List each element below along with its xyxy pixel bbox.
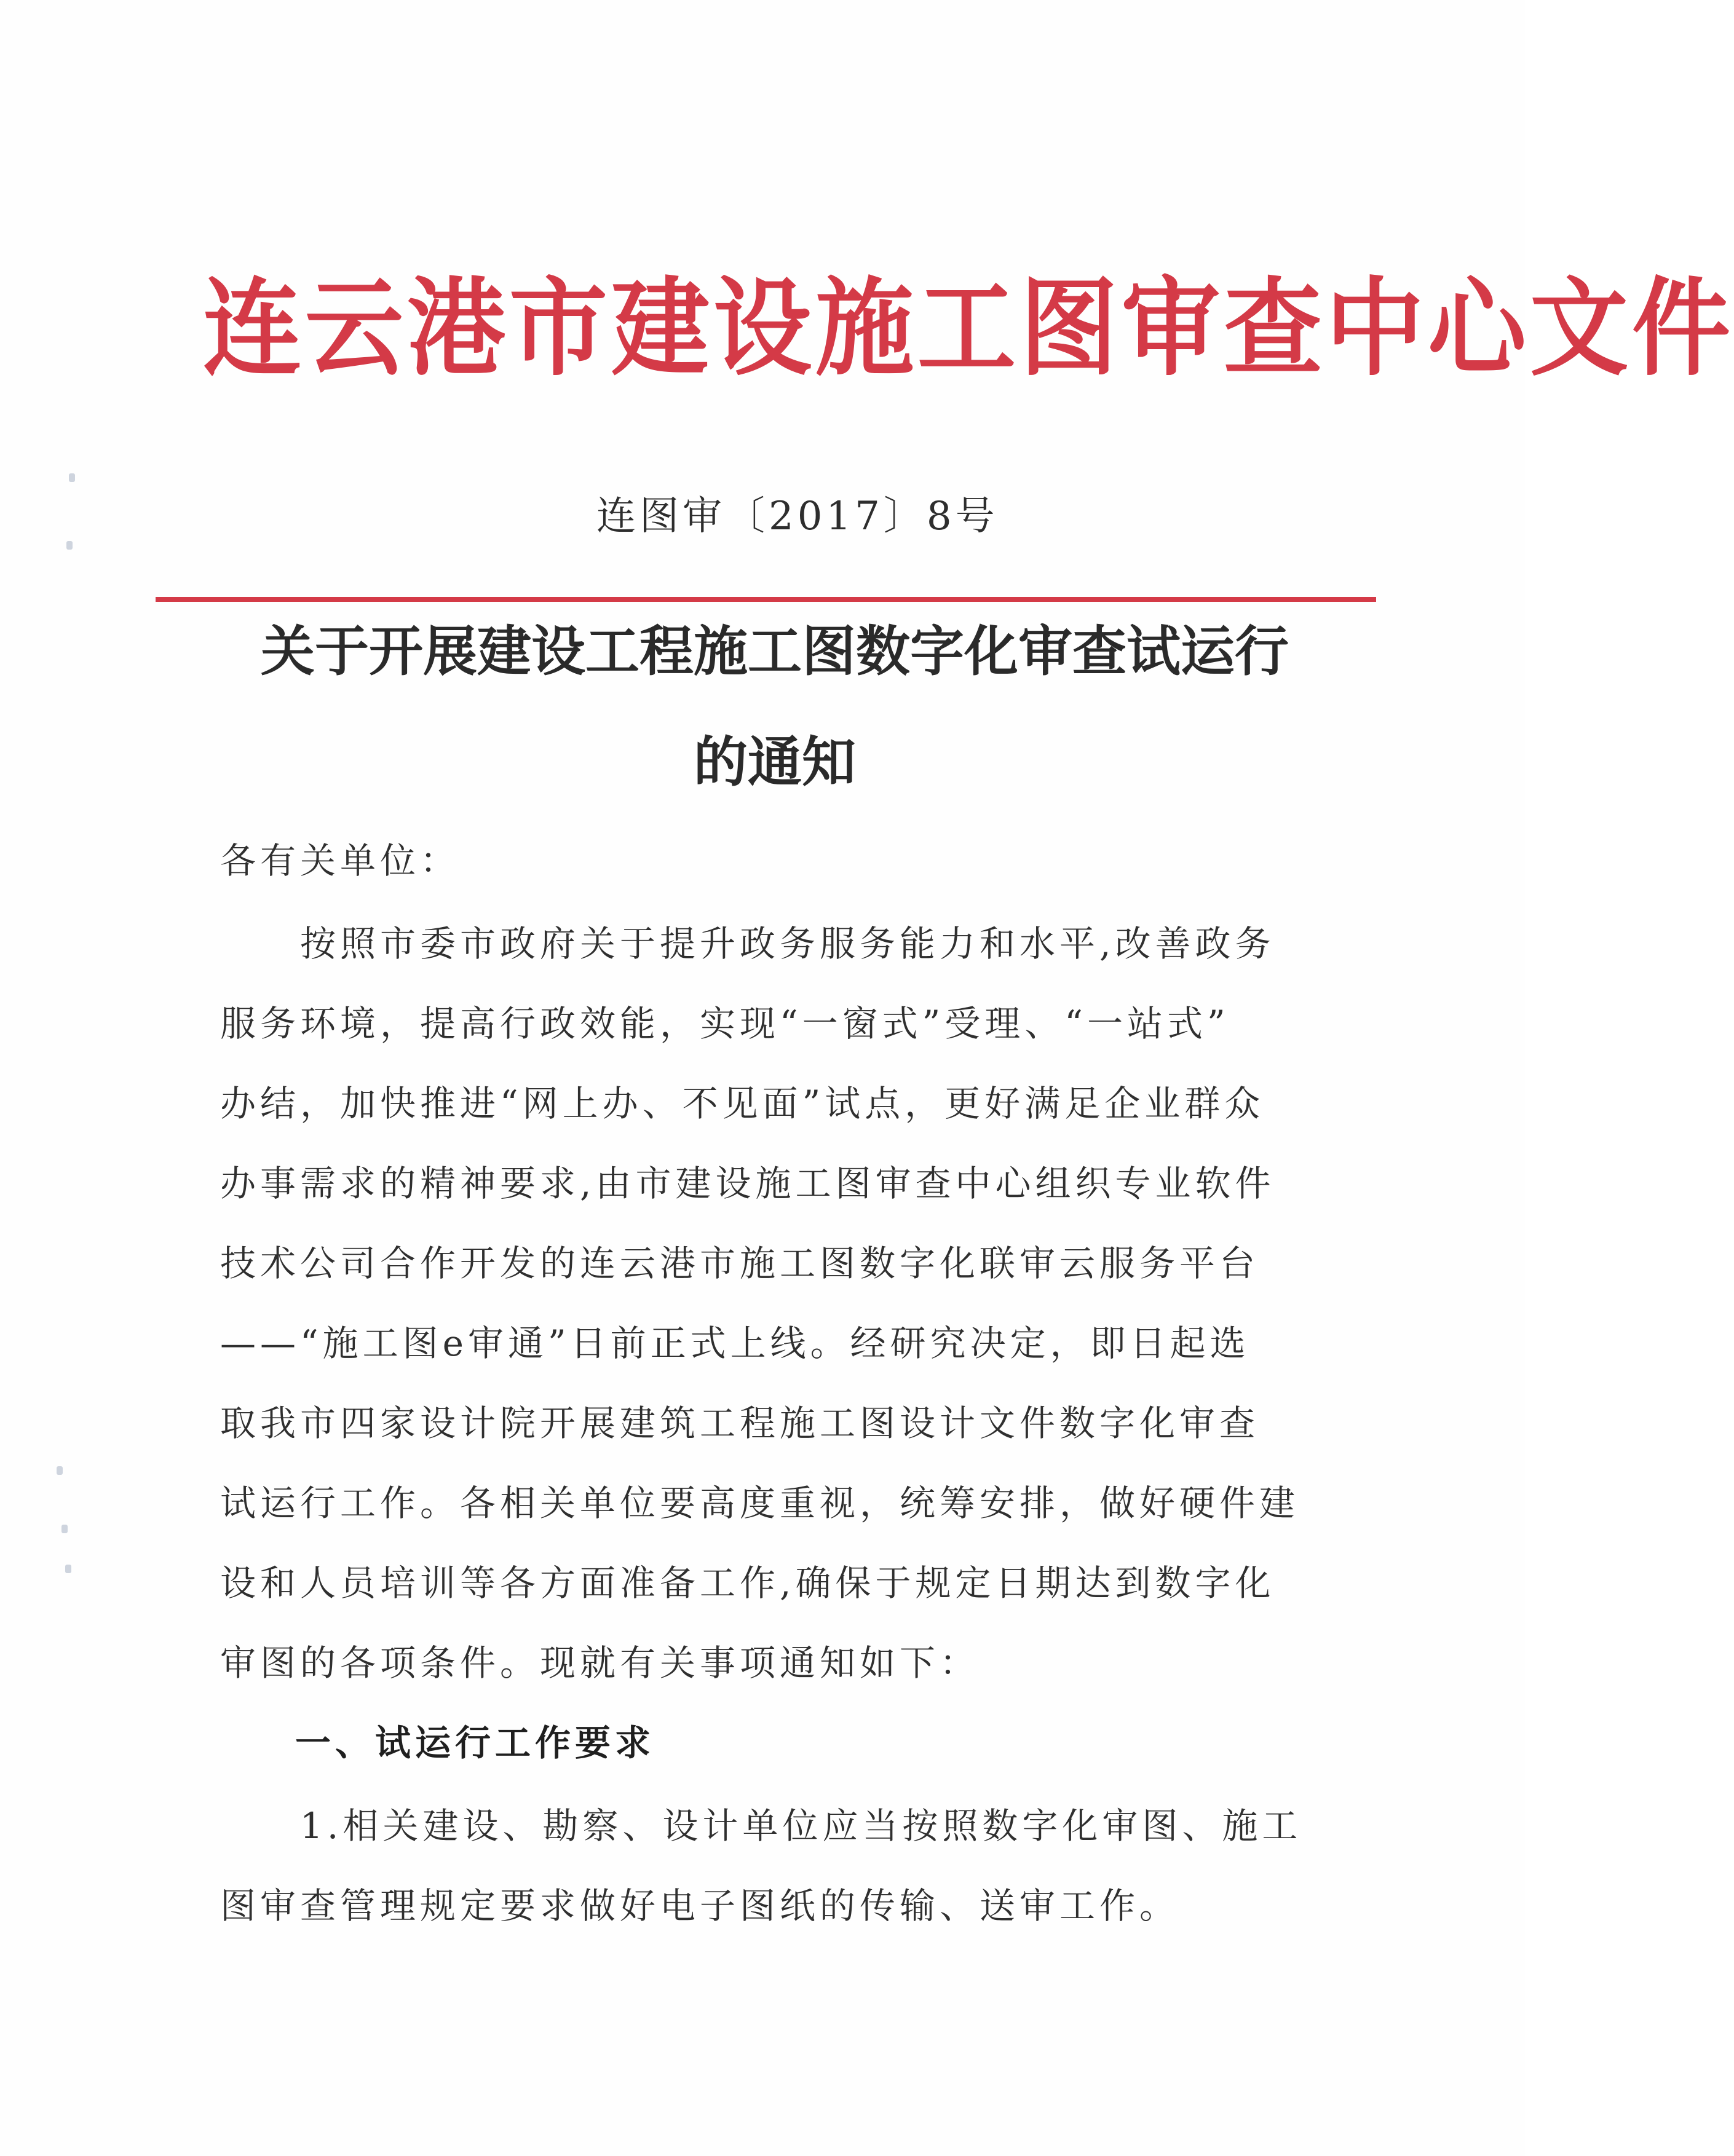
notice-title-line1: 关于开展建设工程施工图数字化审查试运行 bbox=[260, 620, 1289, 683]
paragraph-line: 按照市委市政府关于提升政务服务能力和水平,改善政务 bbox=[220, 923, 1275, 965]
paragraph-line: 取我市四家设计院开展建筑工程施工图设计文件数字化审查 bbox=[220, 1402, 1260, 1444]
agency-header-title: 连云港市建设施工图审查中心文件 bbox=[203, 265, 1734, 390]
red-separator-line bbox=[156, 597, 1376, 602]
paragraph-line: 服务环境，提高行政效能，实现“一窗式”受理、“一站式” bbox=[220, 1003, 1230, 1044]
scan-speck bbox=[61, 1525, 68, 1533]
paragraph-line: 设和人员培训等各方面准备工作,确保于规定日期达到数字化 bbox=[220, 1562, 1275, 1604]
scan-speck bbox=[69, 473, 75, 482]
paragraph-line: 技术公司合作开发的连云港市施工图数字化联审云服务平台 bbox=[220, 1242, 1260, 1284]
paragraph-line: 试运行工作。各相关单位要高度重视，统筹安排，做好硬件建 bbox=[220, 1482, 1300, 1524]
scan-speck bbox=[57, 1466, 63, 1475]
scan-speck bbox=[66, 541, 73, 550]
paragraph-line: 办结，加快推进“网上办、不见面”试点，更好满足企业群众 bbox=[220, 1083, 1265, 1124]
section-heading: 一、试运行工作要求 bbox=[295, 1722, 655, 1764]
notice-title-line2: 的通知 bbox=[693, 730, 856, 794]
addressee: 各有关单位： bbox=[220, 840, 461, 882]
document-number: 连图审〔2017〕8号 bbox=[596, 494, 999, 539]
paragraph-line: ——“施工图e审通”日前正式上线。经研究决定，即日起选 bbox=[220, 1322, 1250, 1364]
item-line: 图审查管理规定要求做好电子图纸的传输、送审工作。 bbox=[220, 1885, 1180, 1927]
item-line: 1.相关建设、勘察、设计单位应当按照数字化审图、施工 bbox=[220, 1805, 1302, 1847]
paragraph-line: 审图的各项条件。现就有关事项通知如下： bbox=[220, 1642, 980, 1684]
scan-speck bbox=[65, 1565, 71, 1573]
paragraph-line: 办事需求的精神要求,由市建设施工图审查中心组织专业软件 bbox=[220, 1163, 1275, 1204]
